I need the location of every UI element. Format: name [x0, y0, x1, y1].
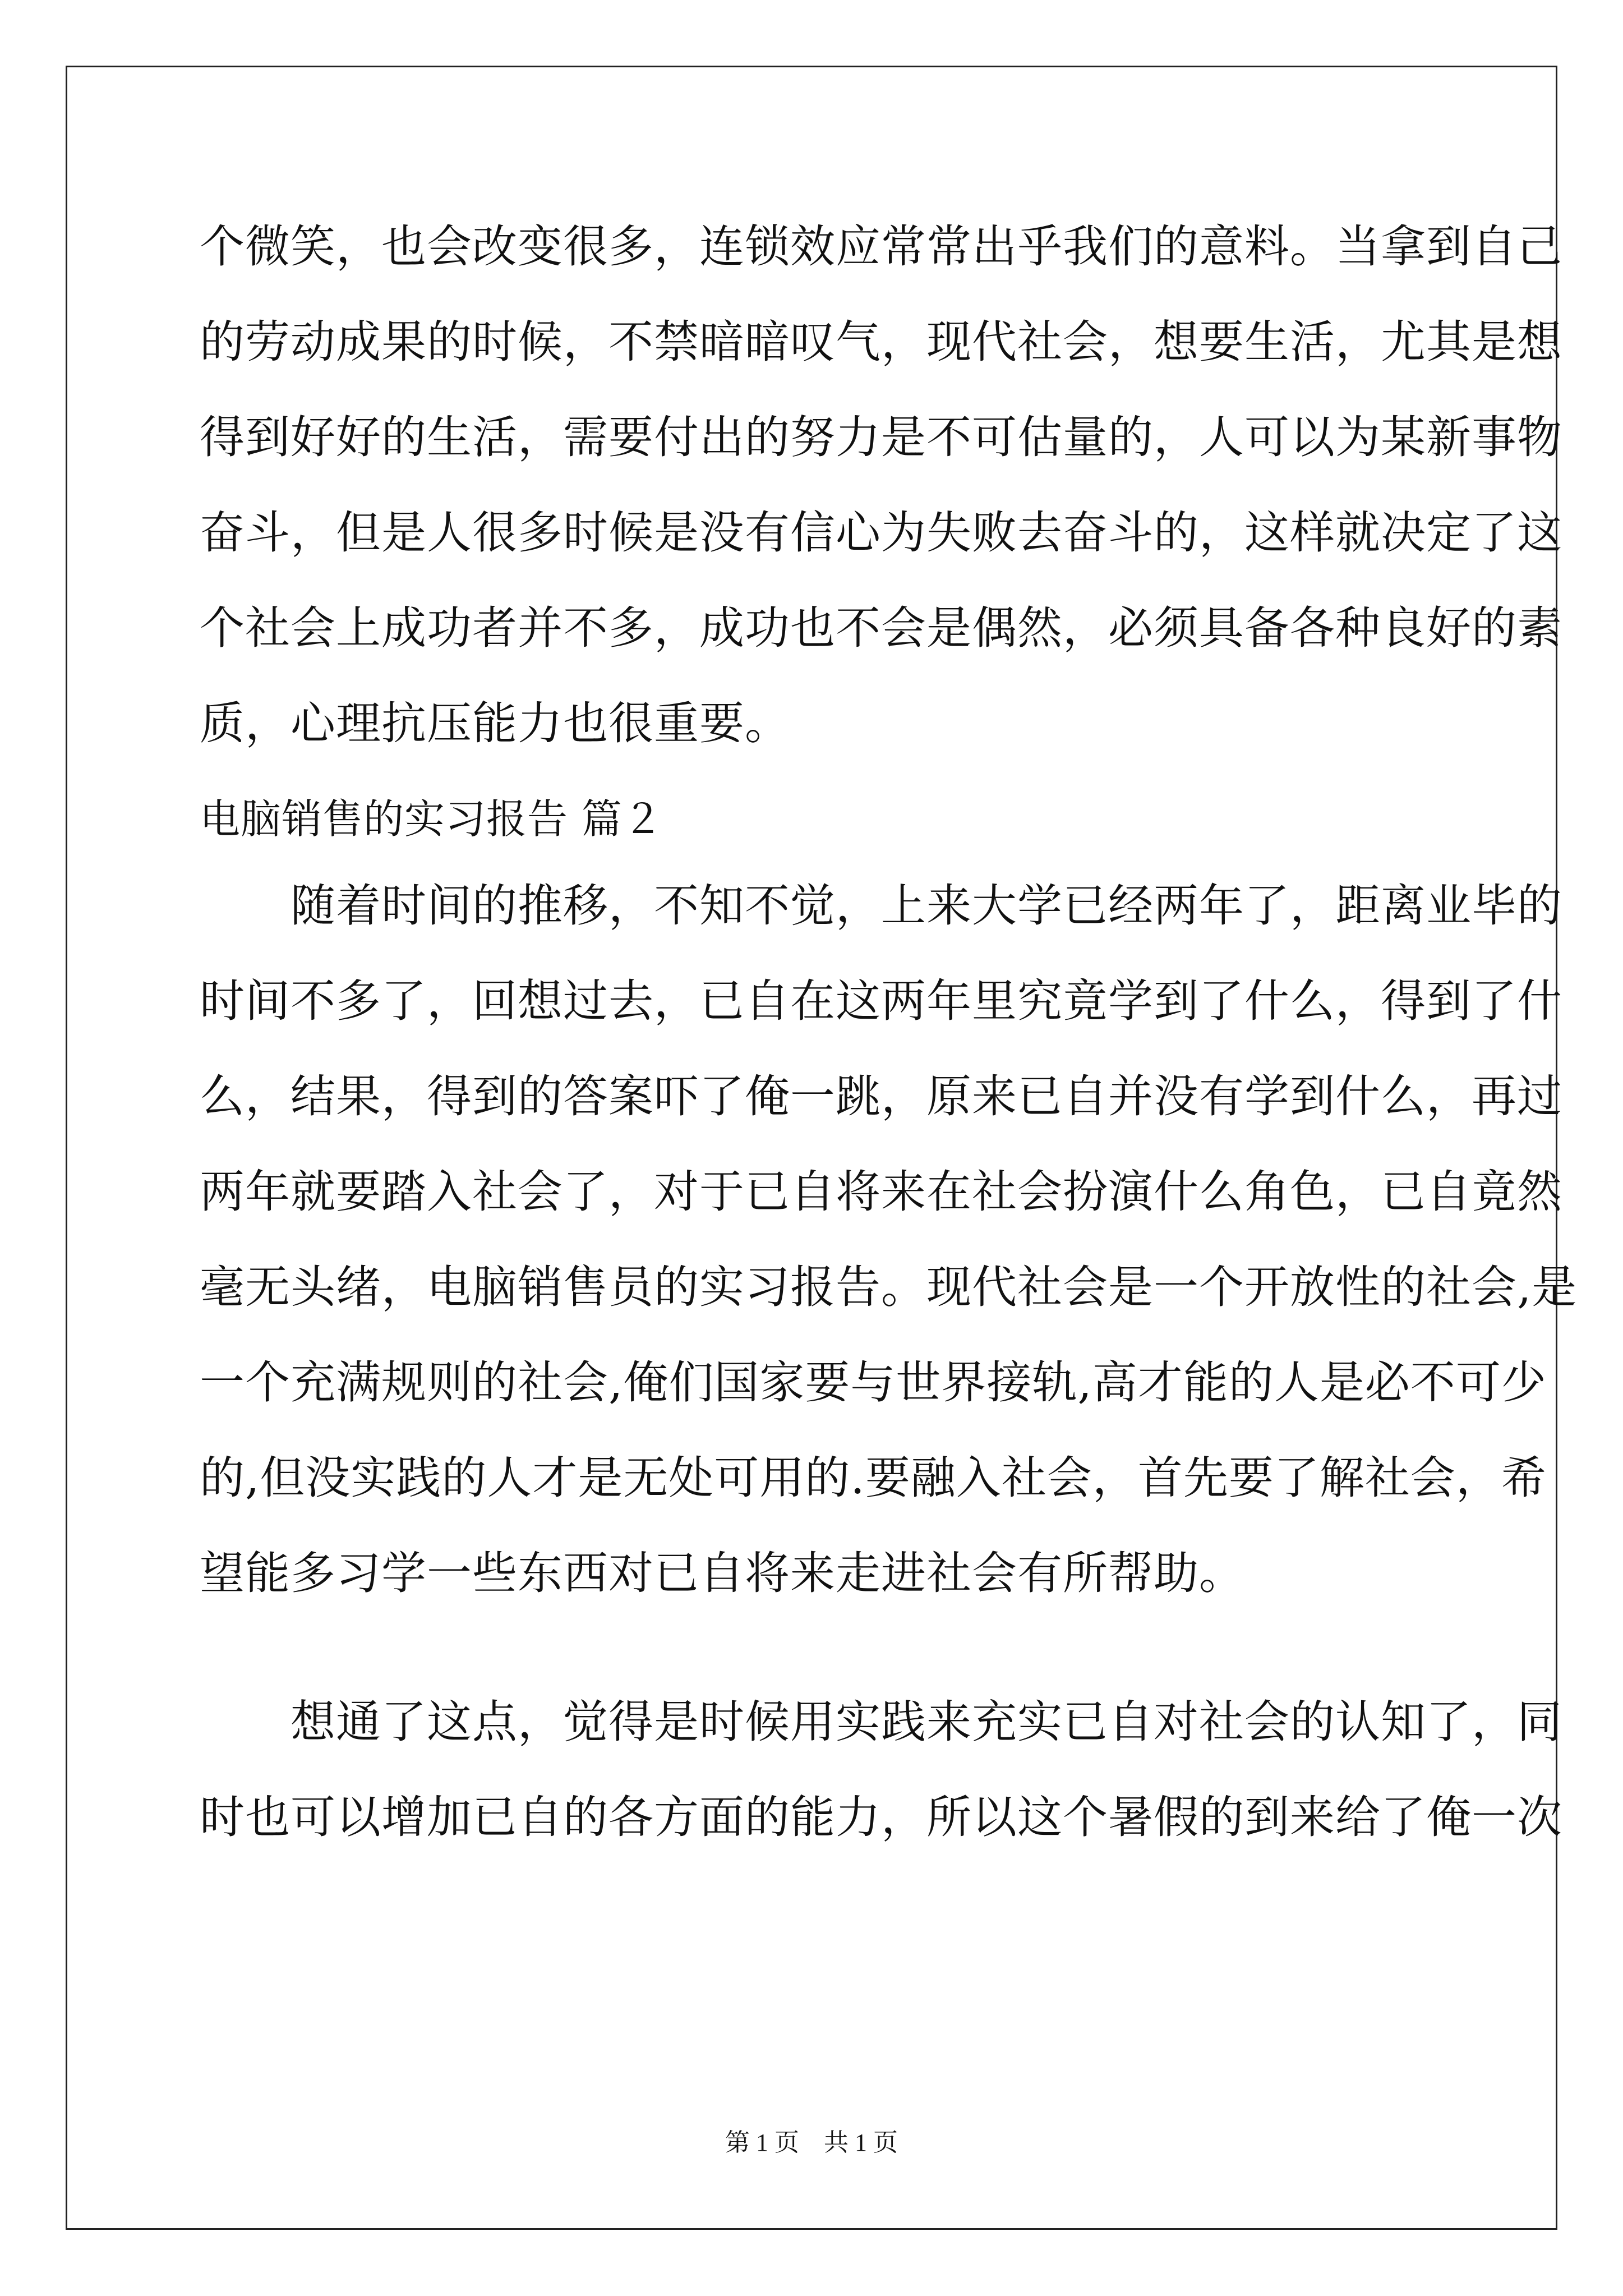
text-line: 么，结果，得到的答案吓了俺一跳，原来已自并没有学到什么，再过 [200, 1070, 1562, 1122]
text-line: 的劳动成果的时候，不禁暗暗叹气，现代社会，想要生活，尤其是想 [200, 316, 1562, 368]
text-line: 个社会上成功者并不多，成功也不会是偶然，必须具备各种良好的素 [200, 602, 1562, 654]
text-line: 望能多习学一些东西对已自将来走进社会有所帮助。 [200, 1547, 1244, 1599]
page-footer: 第 1 页 共 1 页 [725, 2129, 898, 2156]
text-line: 的,但没实践的人才是无处可用的.要融入社会，首先要了解社会，希 [200, 1452, 1547, 1504]
text-line: 毫无头绪，电脑销售员的实习报告。现代社会是一个开放性的社会,是 [200, 1261, 1578, 1313]
text-line: 时间不多了，回想过去，已自在这两年里究竟学到了什么，得到了什 [200, 975, 1562, 1027]
text-line: 随着时间的推移，不知不觉，上来大学已经两年了，距离业毕的 [200, 880, 1562, 932]
text-line: 两年就要踏入社会了，对于已自将来在社会扮演什么角色，已自竟然 [200, 1166, 1562, 1218]
page-border [66, 66, 1578, 2230]
text-line: 一个充满规则的社会,俺们国家要与世界接轨,高才能的人是必不可少 [200, 1356, 1547, 1409]
text-line: 想通了这点，觉得是时候用实践来充实已自对社会的认知了，同 [200, 1696, 1562, 1748]
text-line: 得到好好的生活，需要付出的努力是不可估量的，人可以为某新事物 [200, 411, 1562, 463]
text-line: 奋斗，但是人很多时候是没有信心为失败去奋斗的，这样就决定了这 [200, 507, 1562, 559]
section-heading: 电脑销售的实习报告 篇２ [200, 795, 663, 843]
text-line: 质，心理抗压能力也很重要。 [200, 697, 790, 749]
text-line: 个微笑，也会改变很多，连锁效应常常出乎我们的意料。当拿到自己 [200, 220, 1562, 273]
text-line: 时也可以增加已自的各方面的能力，所以这个暑假的到来给了俺一次 [200, 1791, 1562, 1843]
